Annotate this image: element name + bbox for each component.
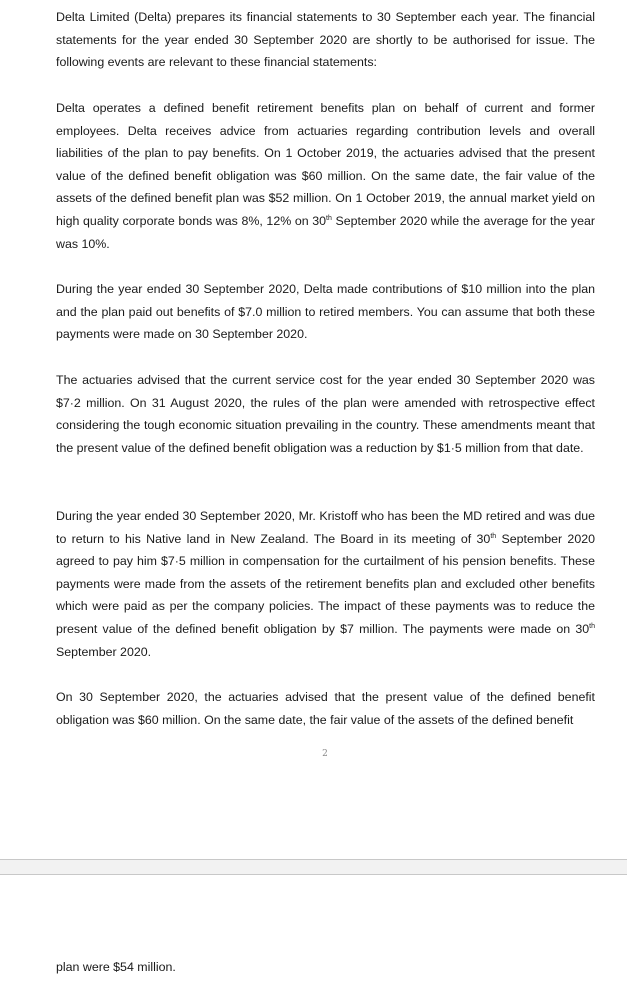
page-break-divider <box>0 859 627 875</box>
paragraph-text: Delta operates a defined benefit retirement benefits plan on behalf of current and former employees. Delta receives advice from actuaries regarding contribution levels and overall liabilities of the plan to pay benefits. On 1 October 2019, the actuaries advised that the present value of the defined benefit obligation was $60 million. On the same date, the fair value of the assets of the defined benefit plan was $52 million. On 1 October 2019, the annual market yield on high quality corporate bonds was 8%, 12% on 30 <box>56 101 595 228</box>
paragraph-defined-benefit-plan <box>56 97 595 255</box>
paragraph-text: During the year ended 30 September 2020, Mr. Kristoff who has been the MD retired and was due to return to his Native land in New Zealand. The Board in its meeting of 30 <box>56 509 595 546</box>
page-number: 2 <box>322 749 328 759</box>
paragraph-contributions: During the year ended 30 September 2020, Delta made contributions of $10 million into the plan and the plan paid out benefits of $7.0 million to retired members. You can assume that both these payments were made on 30 September 2020. <box>56 282 595 342</box>
paragraph-continuation: plan were $54 million. <box>56 960 176 974</box>
ordinal-suffix: th <box>326 214 332 222</box>
paragraph-intro: Delta Limited (Delta) prepares its financial statements to 30 September each year. The financial statements for the year ended 30 September 2020 are shortly to be authorised for issue. The following events are relevant to these financial statements: <box>56 10 595 70</box>
paragraph-text: September 2020. <box>56 644 152 659</box>
ordinal-suffix: th <box>589 622 595 630</box>
document-page-2 <box>0 875 627 993</box>
paragraph-text: September 2020 while the average for the year was 10%. <box>56 213 595 251</box>
ordinal-suffix: th <box>490 532 497 540</box>
paragraph-curtailment <box>56 505 595 663</box>
paragraph-service-cost: The actuaries advised that the current service cost for the year ended 30 September 2020 was $7·2 million. On 31 August 2020, the rules of the plan were amended with retrospective effect considering the tough economic situation prevailing in the country. These amendments meant that the present value of the defined benefit obligation was a reduction by $1·5 million from that date. <box>56 373 595 455</box>
paragraph-text: September 2020 agreed to pay him $7·5 million in compensation for the curtailment of his pension benefits. These payments were made from the assets of the retirement benefits plan and excluded other benefits which were paid as per the company policies. The impact of these payments was to reduce the present value of the defined benefit obligation by $7 million. The payments were made on 30 <box>56 531 595 636</box>
paragraph-closing-values: On 30 September 2020, the actuaries advised that the present value of the defined benefit obligation was $60 million. On the same date, the fair value of the assets of the defined benefit <box>56 690 595 727</box>
